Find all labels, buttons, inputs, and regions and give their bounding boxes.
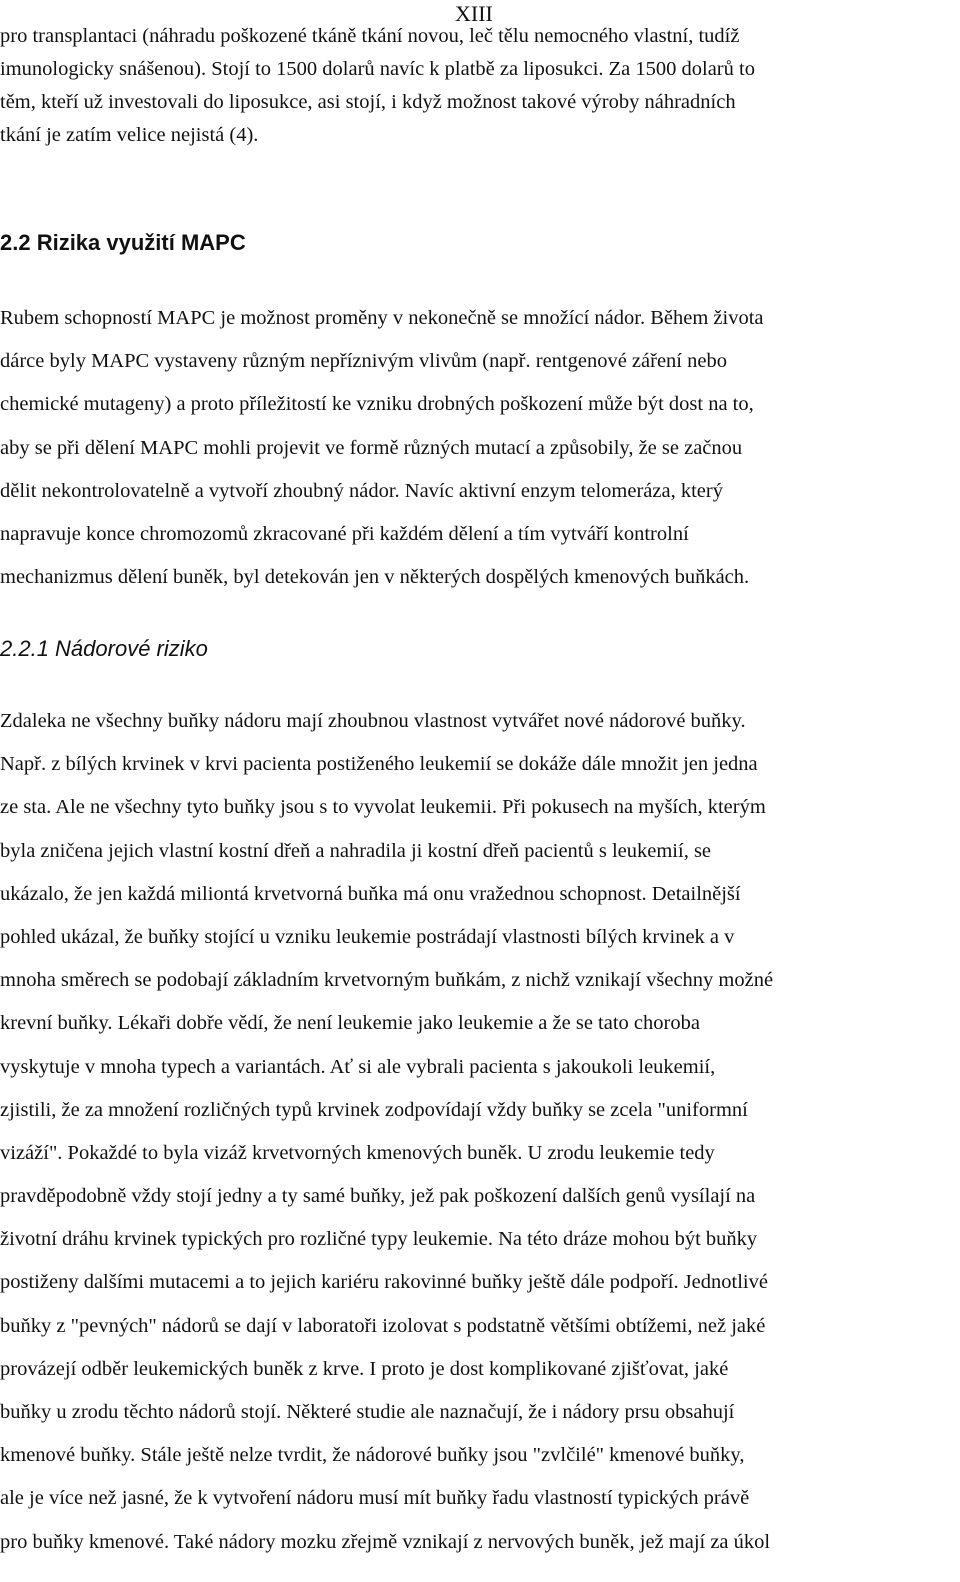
page-number: XIII: [455, 1, 493, 26]
text-line: dělit nekontrolovatelně a vytvoří zhoubný nádor. Navíc aktivní enzym telomeráza, který: [0, 479, 723, 502]
text-line: vizáží". Pokaždé to byla vizáž krvetvorných kmenových buněk. U zrodu leukemie tedy: [0, 1141, 715, 1164]
text-line: pro buňky kmenové. Také nádory mozku zřejmě vznikají z nervových buněk, jež mají za úkol: [0, 1530, 771, 1553]
text-line: napravuje konce chromozomů zkracované při každém dělení a tím vytváří kontrolní: [0, 522, 689, 545]
text-line: dárce byly MAPC vystaveny různým nepříznivým vlivům (např. rentgenové záření nebo: [0, 350, 727, 373]
section-2-2-paragraph: [0, 297, 960, 599]
section-heading-2-2-1: 2.2.1 Nádorové riziko: [0, 636, 208, 661]
text-line: pohled ukázal, že buňky stojící u vzniku leukemie postrádají vlastnosti bílých krvinek a v: [0, 925, 735, 948]
text-line: tkání je zatím velice nejistá (4).: [0, 124, 259, 146]
text-line: krevní buňky. Lékaři dobře vědí, že není leukemie jako leukemie a že se tato choroba: [0, 1012, 700, 1035]
text-line: mechanizmus dělení buněk, byl detekován jen v některých dospělých kmenových buňkách.: [0, 566, 750, 589]
text-line: těm, kteří už investovali do liposukce, asi stojí, i když možnost takové výroby náhradních: [0, 91, 736, 113]
text-line: provázejí odběr leukemických buněk z krve. I proto je dost komplikované zjišťovat, jaké: [0, 1357, 729, 1380]
text-line: Např. z bílých krvinek v krvi pacienta postiženého leukemií se dokáže dále množit jen jedna: [0, 753, 758, 776]
section-heading-2-2: 2.2 Rizika využití MAPC: [0, 230, 246, 255]
text-line: životní dráhu krvinek typických pro rozličné typy leukemie. Na této dráze mohou být buňky: [0, 1228, 758, 1251]
text-line: buňky u zrodu těchto nádorů stojí. Některé studie ale naznačují, že i nádory prsu obsahují: [0, 1401, 735, 1423]
text-line: zjistili, že za množení rozličných typů krvinek zodpovídají vždy buňky se zcela "uniformní: [0, 1098, 748, 1121]
text-line: buňky z "pevných" nádorů se dají v laboratoři izolovat s podstatně většími obtížemi, než jaké: [0, 1314, 766, 1337]
text-line: mnoha směrech se podobají základním krvetvorným buňkám, z nichž vznikají všechny možné: [0, 969, 774, 992]
intro-paragraph: [0, 20, 960, 152]
text-line: ze sta. Ale ne všechny tyto buňky jsou s to vyvolat leukemii. Při pokusech na myších, kterým: [0, 796, 766, 819]
text-line: postiženy dalšími mutacemi a to jejich kariéru rakovinné buňky ještě dále podpoří. Jednotlivé: [0, 1271, 768, 1294]
text-line: kmenové buňky. Stále ještě nelze tvrdit, že nádorové buňky jsou "zvlčilé" kmenové buňky,: [0, 1444, 745, 1467]
text-line: byla zničena jejich vlastní kostní dřeň a nahradila ji kostní dřeň pacientů s leukemií, se: [0, 839, 712, 862]
text-line: chemické mutageny) a proto příležitostí ke vzniku drobných poškození může být dost na to,: [0, 393, 754, 416]
text-line: aby se při dělení MAPC mohli projevit ve formě různých mutací a způsobily, že se začnou: [0, 436, 743, 459]
text-line: Zdaleka ne všechny buňky nádoru mají zhoubnou vlastnost vytvářet nové nádorové buňky.: [0, 710, 746, 732]
text-line: pravděpodobně vždy stojí jedny a ty samé buňky, jež pak poškození dalších genů vysílají na: [0, 1185, 756, 1208]
text-line: imunologicky snášenou). Stojí to 1500 dolarů navíc k platbě za liposukci. Za 1500 dolarů to: [0, 58, 755, 80]
text-line: pro transplantaci (náhradu poškozené tkáně tkání novou, leč tělu nemocného vlastní, tudíž: [0, 25, 740, 47]
text-line: ukázalo, že jen každá miliontá krvetvorná buňka má onu vražednou schopnost. Detailnější: [0, 882, 741, 905]
text-line: Rubem schopností MAPC je možnost proměny v nekonečně se množící nádor. Během života: [0, 307, 764, 329]
text-line: vyskytuje v mnoha typech a variantách. Ať si ale vybrali pacienta s jakoukoli leukemií,: [0, 1055, 716, 1078]
text-line: ale je více než jasné, že k vytvoření nádoru musí mít buňky řadu vlastností typických právě: [0, 1487, 750, 1510]
section-2-2-1-paragraph: [0, 700, 960, 1564]
